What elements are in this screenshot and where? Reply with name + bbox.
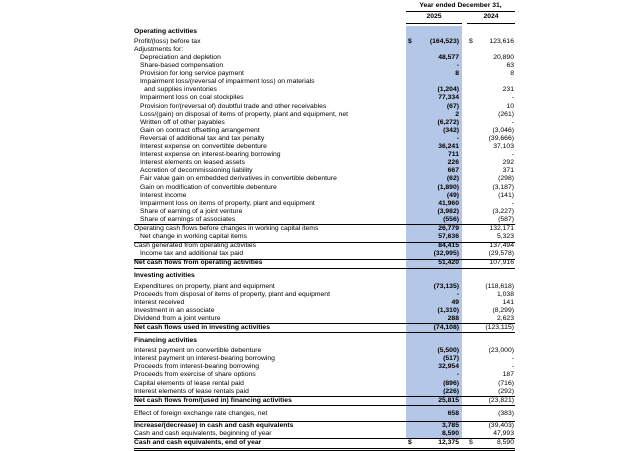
- value-2024: [467, 71, 515, 78]
- section-title: Operating activities: [134, 27, 198, 35]
- dollar-sign: $: [469, 37, 473, 45]
- row-label: Dividend from a joint venture: [134, 314, 221, 322]
- statement-row: [134, 251, 515, 260]
- row-label: Cash and cash equivalents, beginning of year: [134, 429, 272, 437]
- value-2024: [467, 411, 515, 418]
- row-label: Net cash flows from/(used in) financing activities: [134, 396, 292, 404]
- row-label: Reversal of additional tax and tax penalty: [140, 134, 265, 142]
- row-label: Effect of foreign exchange rate changes, net: [134, 410, 268, 418]
- value-2024: [467, 112, 515, 119]
- value-2024-text: 123,616: [489, 37, 514, 45]
- row-label: Interest payment on convertible debenture: [134, 347, 262, 355]
- value-2024: [467, 316, 515, 323]
- row-label: Interest expense on convertible debenture: [140, 143, 267, 151]
- value-2024-text: 107,916: [489, 259, 514, 267]
- value-2024: [467, 234, 515, 241]
- statement-section: [134, 273, 515, 334]
- row-label: Expenditures on property, plant and equipment: [134, 282, 275, 290]
- value-2025-text: (67): [446, 102, 459, 110]
- value-2025-text: (32,995): [433, 250, 459, 258]
- value-2024-text: -: [511, 363, 514, 371]
- value-2024-text: 132,171: [489, 224, 514, 232]
- value-2024: [467, 193, 515, 200]
- value-2025: [406, 300, 462, 307]
- value-2025-text: -: [456, 134, 459, 142]
- value-2025: [406, 112, 462, 119]
- value-2024-text: 20,890: [493, 54, 514, 62]
- value-2024-text: (3,046): [492, 126, 514, 134]
- value-2024: [467, 168, 515, 175]
- value-2024: [467, 128, 515, 135]
- value-2024: [467, 217, 515, 224]
- value-2024-text: (118,618): [485, 282, 514, 290]
- value-2024: [467, 243, 515, 250]
- statement-section: [134, 28, 515, 269]
- value-2024: [467, 176, 515, 183]
- value-2025-text: (62): [446, 175, 459, 183]
- value-2025-text: (896): [443, 379, 459, 387]
- value-2024: [467, 95, 515, 102]
- value-2025-text: (49): [446, 191, 459, 199]
- value-2024: [467, 63, 515, 70]
- row-label: Gain on contract offsetting arrangement: [140, 126, 260, 134]
- value-2024: [467, 120, 515, 127]
- row-label: Proceeds from disposal of items of property, plant and equipment: [134, 290, 330, 298]
- value-2025: [406, 316, 462, 323]
- value-2025-text: (1,890): [437, 183, 459, 191]
- value-2024-text: (587): [498, 215, 514, 223]
- value-2024-text: 8,590: [496, 439, 514, 447]
- value-2025-text: (74,108): [433, 324, 459, 332]
- value-2024-text: 63: [506, 62, 514, 70]
- row-label: Written off of other payables: [140, 118, 225, 126]
- value-2024: [467, 144, 515, 151]
- value-2025-text: 658: [447, 410, 459, 418]
- dollar-sign: $: [469, 439, 473, 447]
- row-label: Interest elements on leased assets: [140, 159, 246, 167]
- value-2025: [406, 325, 462, 332]
- row-label: Impairment loss on items of property, plant and equipment: [140, 199, 315, 207]
- row-label: Fair value gain on embedded derivatives in convertible debenture: [140, 175, 337, 183]
- value-2024: [467, 226, 515, 233]
- value-2025-text: (6,272): [437, 118, 459, 126]
- value-2025-text: (164,523): [429, 37, 459, 45]
- value-2025: [406, 144, 462, 151]
- value-2025-text: 25,815: [438, 396, 459, 404]
- value-2025: [406, 55, 462, 62]
- value-2024-text: 2,623: [496, 314, 514, 322]
- statement-row: [134, 38, 515, 46]
- value-2024-text: -: [511, 94, 514, 102]
- value-2025-text: -: [456, 62, 459, 70]
- value-2025-text: 84,415: [438, 242, 459, 250]
- row-label: Operating cash flows before changes in working capital items: [134, 224, 319, 232]
- value-2024: [467, 389, 515, 396]
- value-2024-text: (383): [498, 410, 514, 418]
- row-label: Provision for long service payment: [140, 70, 244, 78]
- statement-section: [134, 337, 515, 406]
- value-2025-text: (73,135): [433, 282, 459, 290]
- value-2024: [467, 55, 515, 62]
- value-2024-text: 187: [502, 371, 514, 379]
- value-2025: [406, 364, 462, 371]
- value-2024: [467, 431, 515, 438]
- value-2025: [406, 440, 462, 447]
- row-label: Net change in working capital items: [140, 233, 247, 241]
- value-2025-text: 711: [448, 151, 459, 159]
- row-label: Interest received: [134, 298, 185, 306]
- statement-row: [134, 388, 515, 397]
- value-2025-text: 32,954: [438, 363, 459, 371]
- value-2025: [406, 217, 462, 224]
- value-2025: [406, 356, 462, 363]
- row-label: Impairment loss on coal stockpiles: [140, 94, 244, 102]
- value-2025: [406, 193, 462, 200]
- value-2025: [406, 63, 462, 70]
- value-2024: [467, 372, 515, 379]
- value-2024-text: -: [511, 355, 514, 363]
- value-2024: [467, 356, 515, 363]
- row-label: Cash and cash equivalents, end of year: [134, 439, 262, 447]
- statement-row: [134, 233, 515, 242]
- value-2024-text: (3,227): [492, 207, 514, 215]
- value-2025: [406, 176, 462, 183]
- value-2025: [406, 398, 462, 405]
- value-2025: [406, 260, 462, 267]
- value-2025-text: (517): [443, 355, 459, 363]
- row-label: Share-based compensation: [140, 62, 224, 70]
- value-2024: [467, 201, 515, 208]
- value-2025-text: 12,375: [438, 439, 459, 447]
- row-label: Cash generated from operating activities: [134, 242, 257, 250]
- value-2024-text: (23,000): [488, 347, 514, 355]
- value-2025: [406, 292, 462, 299]
- row-label: Interest elements of lease rentals paid: [134, 387, 249, 395]
- row-label: Interest expense on interest-bearing borrowing: [140, 151, 281, 159]
- value-2024: [467, 251, 515, 258]
- value-2024-text: 371: [502, 167, 514, 175]
- row-label: Interest payment on interest-bearing borrowing: [134, 355, 275, 363]
- year-header-2025: 2025: [406, 13, 462, 24]
- value-2025-text: 49: [451, 298, 459, 306]
- row-label: Capital elements of lease rental paid: [134, 379, 244, 387]
- value-2025-text: 667: [447, 167, 459, 175]
- row-label: Proceeds from exercise of share options: [134, 371, 256, 379]
- value-2025: [406, 372, 462, 379]
- value-2024-text: (3,187): [492, 183, 514, 191]
- value-2025-text: 48,577: [438, 54, 459, 62]
- value-2024-text: (261): [498, 110, 514, 118]
- statement-row: [134, 315, 515, 324]
- row-label: Depreciation and depletion: [140, 54, 221, 62]
- value-2024: [467, 104, 515, 111]
- value-2024: [467, 292, 515, 299]
- row-label: Provision for/(reversal of) doubtful trade and other receivables: [140, 102, 327, 110]
- value-2025-text: (1,204): [437, 86, 459, 94]
- row-label: Increase/(decrease) in cash and cash equivalents: [134, 421, 294, 429]
- value-2024: [467, 398, 515, 405]
- value-2024-text: -: [511, 118, 514, 126]
- value-2024-text: (292): [498, 387, 514, 395]
- row-label: Interest income: [140, 191, 187, 199]
- value-2025: [406, 243, 462, 250]
- value-2024-text: 5,323: [496, 233, 514, 241]
- value-2025: [406, 39, 462, 46]
- value-2024: [467, 440, 515, 447]
- value-2025-text: 226: [447, 159, 459, 167]
- value-2024-text: 292: [502, 159, 514, 167]
- value-2025-text: (556): [443, 215, 459, 223]
- value-2025: [406, 381, 462, 388]
- value-2025-text: (226): [443, 387, 459, 395]
- value-2024-text: (8,299): [492, 306, 514, 314]
- value-2025: [406, 128, 462, 135]
- value-2025: [406, 308, 462, 315]
- value-2024: [467, 348, 515, 355]
- value-2024: [467, 39, 515, 46]
- statement-row: [134, 439, 515, 450]
- row-label: Share of earning of a joint venture: [140, 207, 243, 215]
- value-2025: [406, 431, 462, 438]
- value-2024: [467, 160, 515, 167]
- row-label: Gain on modification of convertible debenture: [140, 183, 277, 191]
- value-2024-text: -: [511, 199, 514, 207]
- value-2025: [406, 185, 462, 192]
- statement-body: [134, 28, 515, 450]
- value-2025: [406, 226, 462, 233]
- statement-row: [134, 260, 515, 269]
- value-2025: [406, 234, 462, 241]
- value-2025-text: -: [456, 371, 459, 379]
- value-2024-text: -: [511, 151, 514, 159]
- value-2025: [406, 152, 462, 159]
- statement-section: [134, 410, 515, 450]
- value-2024-text: 47,993: [493, 429, 514, 437]
- row-label: Share of earnings of associates: [140, 215, 236, 223]
- value-2025: [406, 423, 462, 430]
- value-2024: [467, 308, 515, 315]
- dollar-sign: $: [408, 439, 412, 447]
- row-label: Net cash flows used in investing activities: [134, 324, 270, 332]
- value-2025-text: (3,982): [437, 207, 459, 215]
- value-2024: [467, 381, 515, 388]
- value-2024: [467, 185, 515, 192]
- value-2025: [406, 389, 462, 396]
- value-2025: [406, 95, 462, 102]
- row-label: Adjustments for:: [134, 45, 184, 53]
- value-2024-text: (23,821): [488, 396, 514, 404]
- value-2024: [467, 260, 515, 267]
- section-title: Financing activities: [134, 337, 198, 345]
- value-2025: [406, 209, 462, 216]
- value-2024: [467, 325, 515, 332]
- value-2024: [467, 300, 515, 307]
- value-2025-text: 3,785: [441, 421, 459, 429]
- row-label: Income tax and additional tax paid: [140, 250, 244, 258]
- value-2024-text: (141): [498, 191, 514, 199]
- row-label: Investment in an associate: [134, 306, 215, 314]
- value-2025-text: 288: [447, 314, 459, 322]
- value-2025-text: -: [456, 290, 459, 298]
- dollar-sign: $: [408, 37, 412, 45]
- value-2024-text: 141: [502, 298, 514, 306]
- value-2025-text: 2: [455, 110, 459, 118]
- value-2025: [406, 120, 462, 127]
- year-column-headers: [406, 13, 515, 24]
- value-2024: [467, 136, 515, 143]
- value-2025-text: 26,779: [438, 224, 459, 232]
- value-2024: [467, 209, 515, 216]
- period-header: Year ended December 31,: [406, 3, 515, 12]
- value-2025-text: 36,241: [438, 143, 459, 151]
- year-header-2024: 2024: [467, 13, 515, 24]
- row-label: Loss/(gain) on disposal of items of property, plant and equipment, net: [140, 110, 349, 118]
- cash-flow-statement: [134, 3, 515, 451]
- statement-row: [134, 216, 515, 225]
- value-2025: [406, 251, 462, 258]
- value-2024-text: 137,494: [489, 242, 514, 250]
- value-2024: [467, 152, 515, 159]
- value-2025: [406, 348, 462, 355]
- value-2025: [406, 104, 462, 111]
- value-2025-text: 41,960: [438, 199, 459, 207]
- value-2024-text: (298): [498, 175, 514, 183]
- value-2025-text: (1,310): [437, 306, 459, 314]
- value-2024: [467, 423, 515, 430]
- value-2024: [467, 364, 515, 371]
- value-2025: [406, 160, 462, 167]
- value-2025: [406, 201, 462, 208]
- value-2024-text: 10: [506, 102, 514, 110]
- row-label: Proceeds from interest-bearing borrowing: [134, 363, 260, 371]
- row-label: Accretion of decommissioning liability: [140, 167, 253, 175]
- section-title: Investing activities: [134, 272, 195, 280]
- value-2025: [406, 168, 462, 175]
- statement-row: [134, 410, 515, 422]
- statement-row: [134, 430, 515, 439]
- value-2025-text: 8,590: [441, 429, 459, 437]
- value-2025: [406, 284, 462, 291]
- value-2025-text: (342): [443, 126, 459, 134]
- row-label: Profit/(loss) before tax: [134, 37, 201, 45]
- value-2024-text: (123,115): [485, 324, 514, 332]
- value-2025: [406, 71, 462, 78]
- value-2025: [406, 136, 462, 143]
- value-2024-text: (29,578): [488, 250, 514, 258]
- statement-row: [134, 397, 515, 406]
- row-label: Net cash flows from operating activities: [134, 259, 263, 267]
- value-2024-text: 8: [510, 70, 514, 78]
- value-2024-text: (39,403): [488, 421, 514, 429]
- value-2025-text: (5,500): [437, 347, 459, 355]
- value-2024-text: 1,038: [496, 290, 514, 298]
- value-2025: [406, 87, 462, 94]
- value-2024-text: 231: [502, 86, 514, 94]
- value-2024-text: 37,103: [493, 143, 514, 151]
- value-2024-text: (716): [498, 379, 514, 387]
- value-2024: [467, 87, 515, 94]
- value-2025-text: 57,636: [438, 233, 459, 241]
- value-2024: [467, 284, 515, 291]
- value-2024-text: (39,666): [488, 134, 514, 142]
- value-2025-text: 51,420: [438, 259, 459, 267]
- row-label: and supplies inventories: [144, 86, 217, 94]
- row-label: Impairment loss/(reversal of impairment loss) on materials: [140, 78, 315, 86]
- statement-row: [134, 324, 515, 333]
- value-2025: [406, 411, 462, 418]
- value-2025-text: 8: [455, 70, 459, 78]
- value-2025-text: 77,334: [438, 94, 459, 102]
